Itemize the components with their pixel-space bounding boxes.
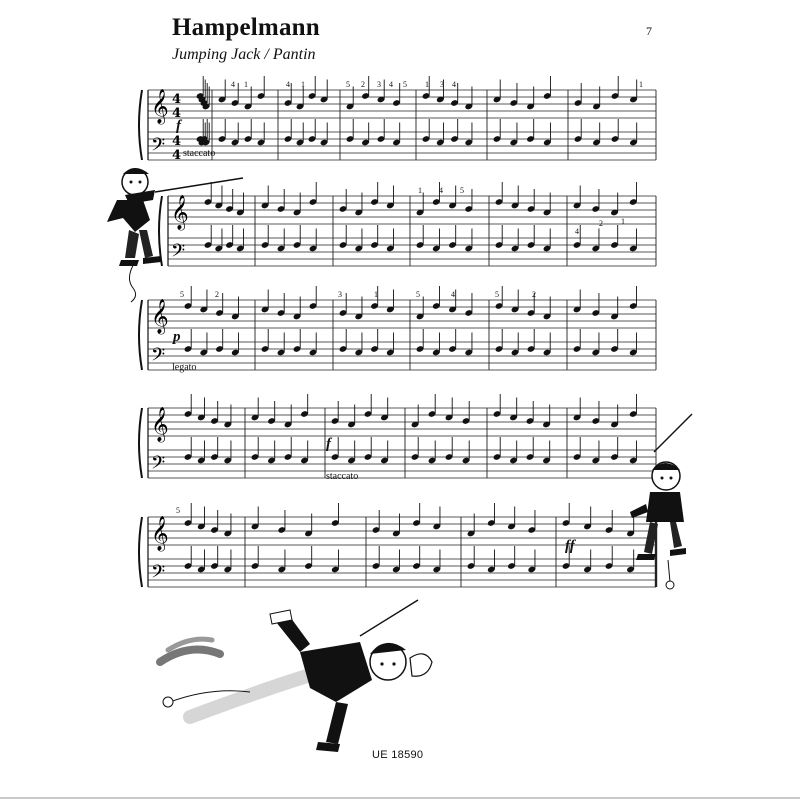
fingering: 1 [244,80,248,89]
articulation-staccato-2: staccato [326,471,359,482]
treble-clef: 𝄞 [151,516,169,551]
treble-clef: 𝄞 [171,195,189,230]
dynamic-fortissimo: ff [565,538,575,554]
dynamic-forte-2: f [326,436,331,452]
articulation-legato: legato [172,362,197,373]
time-signature-denominator: 4 [172,106,182,121]
piano-brace [139,517,142,587]
fingering: 3 [377,80,381,89]
fingering: 4 [231,80,235,89]
catalog-number: UE 18590 [372,749,424,761]
bass-clef: 𝄢 [151,345,166,370]
page-number: 7 [646,24,652,38]
bass-clef: 𝄢 [151,135,166,160]
fingering: 2 [599,219,603,228]
time-signature-numerator: 4 [172,92,182,107]
dynamic-piano: p [173,329,181,345]
fingering: 4 [452,80,456,89]
fingering: 2 [215,290,219,299]
fingering: 5 [416,290,420,299]
time-signature-numerator: 4 [172,134,182,149]
fingering: 4 [451,290,455,299]
staff-systems [139,76,656,587]
fingering: 5 [460,186,464,195]
fingering: 1 [639,80,643,89]
fingering: 4 [286,80,290,89]
fingering: 5 [346,80,350,89]
fingering: 5 [403,80,407,89]
staff-system-5 [139,503,656,587]
fingering: 5 [180,290,184,299]
fingering: 2 [361,80,365,89]
treble-clef: 𝄞 [151,89,169,124]
fingering: 2 [532,290,536,299]
treble-clef: 𝄞 [151,299,169,334]
conductor-climbing-illustration [610,412,700,592]
bass-clef: 𝄢 [151,562,166,587]
piece-subtitle: Jumping Jack / Pantin [172,46,316,63]
dynamic-forte-1: f [176,118,181,134]
time-signature-denominator: 4 [172,148,182,163]
fingering: 5 [495,290,499,299]
fingering: 1 [374,290,378,299]
conductor-walking-illustration [95,160,255,310]
fingering: 4 [575,227,579,236]
bass-clef: 𝄢 [151,453,166,478]
treble-clef: 𝄞 [151,407,169,442]
bass-clef: 𝄢 [171,241,186,266]
fingering: 1 [418,186,422,195]
piano-brace [139,300,142,370]
fingering: 3 [440,80,444,89]
fingering: 1 [425,80,429,89]
fingering: 5 [176,506,180,515]
articulation-staccato-1: staccato [183,148,216,159]
staff-system-4 [139,394,656,478]
fingering: 1 [301,80,305,89]
fingering: 4 [389,80,393,89]
fingering: 1 [621,217,625,226]
conductor-jumping-illustration [150,592,450,762]
piano-brace [139,408,142,478]
piece-title: Hampelmann [172,14,320,41]
staff-system-1 [139,76,656,160]
fingering: 4 [439,186,443,195]
piano-brace [139,90,142,160]
fingering: 3 [338,290,342,299]
page-edge-line [0,797,800,799]
